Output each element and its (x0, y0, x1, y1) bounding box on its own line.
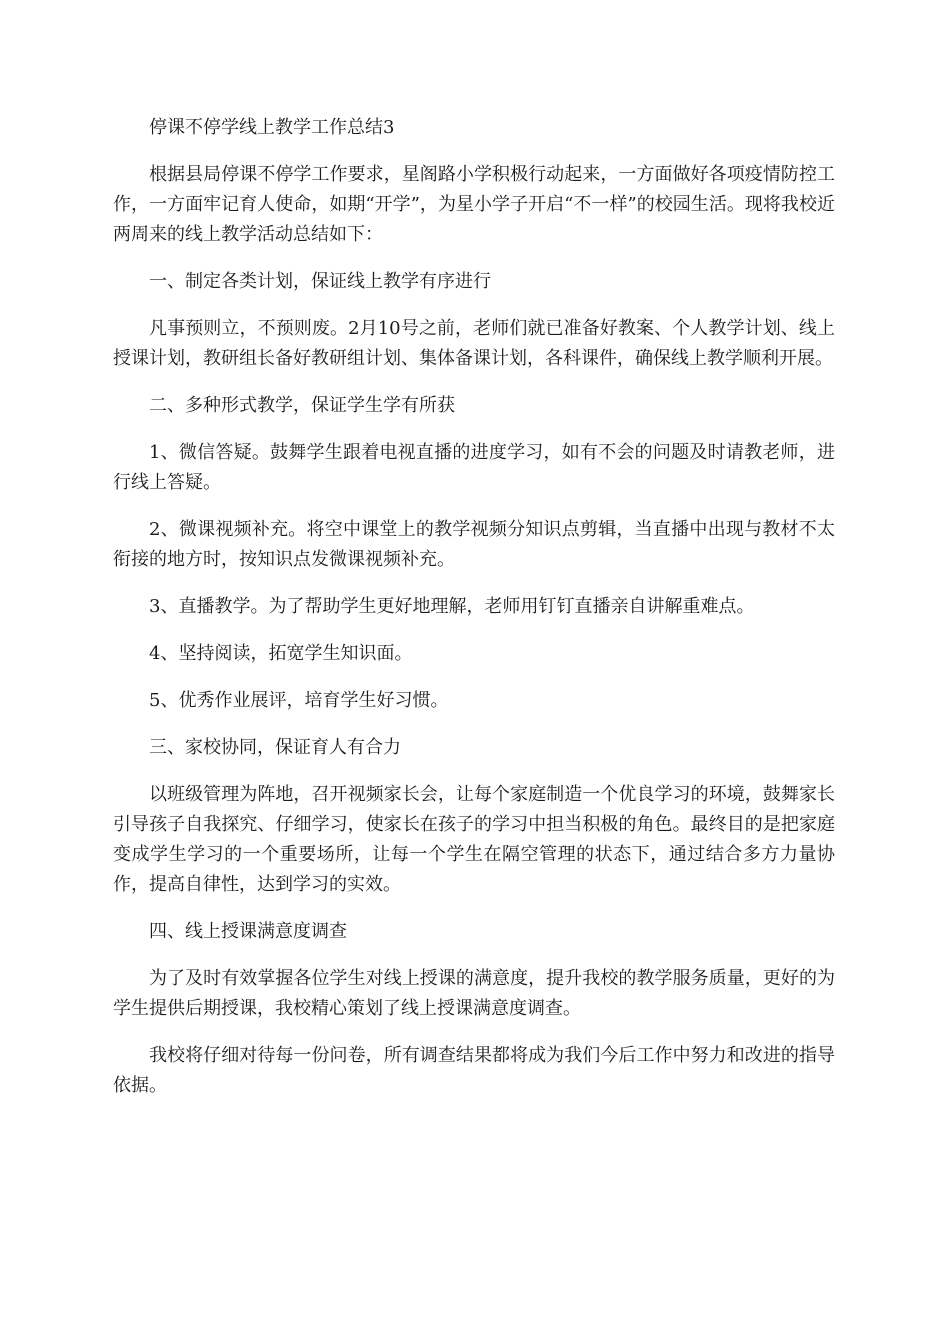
intro-paragraph: 根据县局停课不停学工作要求，星阁路小学积极行动起来，一方面做好各项疫情防控工作，一方面牢记育人使命，如期“开学”，为星小学子开启“不一样”的校园生活。现将我校近两周来的线上教学活动总结如下： (113, 164, 835, 245)
section-4-paragraph-1: 为了及时有效掌握各位学生对线上授课的满意度，提升我校的教学服务质量，更好的为学生提供后期授课，我校精心策划了线上授课满意度调查。 (113, 968, 835, 1019)
section-heading-3: 三、家校协同，保证育人有合力 (149, 737, 401, 758)
document-body (113, 113, 835, 1118)
section-heading-1: 一、制定各类计划，保证线上教学有序进行 (149, 271, 491, 292)
section-4-paragraph-2: 我校将仔细对待每一份问卷，所有调查结果都将成为我们今后工作中努力和改进的指导依据。 (113, 1045, 835, 1096)
list-item-3: 3、直播教学。为了帮助学生更好地理解，老师用钉钉直播亲自讲解重难点。 (149, 596, 755, 617)
list-item-2: 2、微课视频补充。将空中课堂上的教学视频分知识点剪辑，当直播中出现与教材不太衔接的地方时，按知识点发微课视频补充。 (113, 519, 835, 570)
list-item-4: 4、坚持阅读，拓宽学生知识面。 (149, 643, 413, 664)
document-title: 停课不停学线上教学工作总结3 (149, 117, 395, 138)
list-item-1: 1、微信答疑。鼓舞学生跟着电视直播的进度学习，如有不会的问题及时请教老师，进行线上答疑。 (113, 442, 835, 493)
section-heading-4: 四、线上授课满意度调查 (149, 921, 347, 942)
section-1-paragraph: 凡事预则立，不预则废。2月10号之前，老师们就已准备好教案、个人教学计划、线上授课计划，教研组长备好教研组计划、集体备课计划，各科课件，确保线上教学顺利开展。 (113, 318, 835, 369)
section-3-paragraph: 以班级管理为阵地，召开视频家长会，让每个家庭制造一个优良学习的环境，鼓舞家长引导孩子自我探究、仔细学习，使家长在孩子的学习中担当积极的角色。最终目的是把家庭变成学生学习的一个重要场所，让每一个学生在隔空管理的状态下，通过结合多方力量协作，提高自律性，达到学习的实效。 (113, 784, 835, 895)
section-heading-2: 二、多种形式教学，保证学生学有所获 (149, 395, 455, 416)
list-item-5: 5、优秀作业展评，培育学生好习惯。 (149, 690, 449, 711)
